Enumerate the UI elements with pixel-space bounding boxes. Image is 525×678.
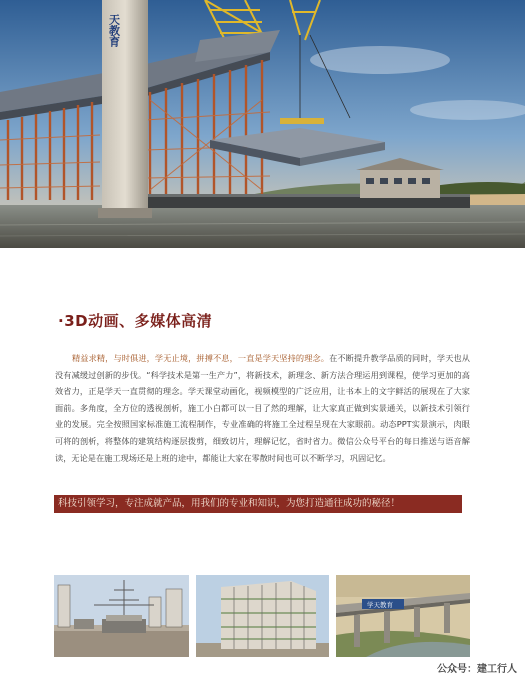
body-main-text: 在不断提升教学品质的同时，学天也从没有减缓过创新的步伐。“科学技术是第一生产力”，将新技术，新理念、新方法合理运用到课程，使学习更加的高效省力，正是学天一直贯彻的理念。学天课堂动画化，视频模型的广泛应用，让书本上的文字鲜活的展现在了大家面前。多角度，全方位的透视剖析，施工小白都可以一目了然的理解，让大家真正做到实景通关，以新技术引领行业的发展。完全按照国家标准施工流程制作，专业准确的将施工全过程呈现在大家眼前。动态PPT实景演示，肉眼可将的剖析，将整体的建筑结构逐层拨剪，细致切片，理解记忆，省时省力。微信公众号平台的每日推送与语音解读，无论是在施工现场还是上班的途中，都能让大家在零散时间也可以不断学习，巩固记忆。 <box>55 353 470 463</box>
pier-lettering: 天教育 <box>107 14 121 47</box>
slogan-banner: 科技引领学习，专注成就产品，用我们的专业和知识，为您打造通往成功的秘径！ <box>54 495 462 513</box>
hero-bridge-illustration <box>0 0 525 248</box>
substation-illustration <box>54 575 189 657</box>
bridge-sign-text: 学天教育 <box>367 601 393 609</box>
body-lead-sentence: 精益求精，与时俱进，学无止境，拼搏不息，一直是学天坚持的理念。 <box>72 353 330 363</box>
building-frame-illustration <box>196 575 329 657</box>
bridge-illustration <box>336 575 470 657</box>
section-title: ·3D动画、多媒体高清 <box>58 312 213 330</box>
wechat-account-label: 公众号：建工行人 <box>437 664 517 675</box>
bridge-construction-scene <box>0 0 525 248</box>
thumbnail-building-frame <box>196 575 329 657</box>
thumbnail-bridge <box>336 575 470 657</box>
body-paragraph <box>55 350 470 466</box>
thumbnail-substation <box>54 575 189 657</box>
